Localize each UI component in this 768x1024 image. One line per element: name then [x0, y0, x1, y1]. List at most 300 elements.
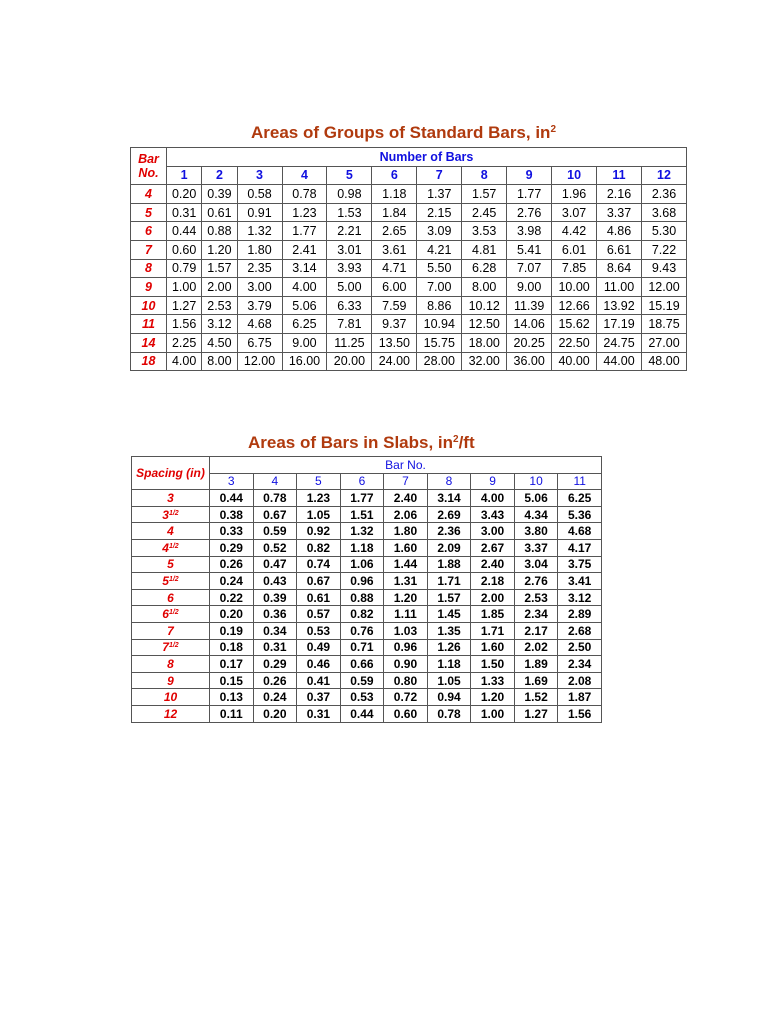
table-row	[131, 333, 687, 352]
table-cell: 13.92	[597, 296, 642, 315]
row-label	[132, 589, 210, 606]
table-cell: 3.14	[282, 259, 327, 278]
table-cell: 18.00	[462, 333, 507, 352]
table-cell: 1.27	[514, 705, 558, 722]
column-header: 4	[282, 166, 327, 185]
table-cell: 3.01	[327, 240, 372, 259]
column-header: 10	[552, 166, 597, 185]
table-cell: 0.88	[340, 589, 384, 606]
column-header: 9	[507, 166, 552, 185]
table-row	[132, 539, 602, 556]
table-cell: 6.00	[372, 278, 417, 297]
table-cell: 2.35	[237, 259, 282, 278]
table-cell: 2.67	[471, 539, 515, 556]
table-cell: 1.96	[552, 185, 597, 204]
table-cell: 4.50	[202, 333, 237, 352]
table-cell: 4.21	[417, 240, 462, 259]
table-cell: 4.68	[558, 523, 602, 540]
table-cell: 1.77	[340, 490, 384, 507]
standard-bars-table	[130, 147, 687, 371]
table-cell: 7.07	[507, 259, 552, 278]
table-cell: 4.00	[282, 278, 327, 297]
row-label-number: 5	[162, 573, 169, 588]
column-header: 9	[471, 473, 515, 490]
column-header: 3	[210, 473, 254, 490]
table-cell: 0.33	[210, 523, 254, 540]
table-cell: 0.88	[202, 222, 237, 241]
table-cell: 1.51	[340, 506, 384, 523]
row-label	[132, 656, 210, 673]
row-label-number: 8	[167, 656, 174, 671]
table-cell: 14.06	[507, 315, 552, 334]
row-label-number: 4	[162, 540, 169, 555]
table-cell: 11.39	[507, 296, 552, 315]
table-row	[132, 656, 602, 673]
table-cell: 8.64	[597, 259, 642, 278]
table-cell: 0.24	[253, 689, 297, 706]
table-cell: 0.78	[427, 705, 471, 722]
table-cell: 2.45	[462, 203, 507, 222]
table-cell: 24.75	[597, 333, 642, 352]
row-label-number: 9	[167, 673, 174, 688]
table-cell: 0.60	[384, 705, 428, 722]
table-cell: 0.31	[167, 203, 202, 222]
table-cell: 3.14	[427, 490, 471, 507]
column-header: 5	[297, 473, 341, 490]
table-cell: 0.98	[327, 185, 372, 204]
row-label-number: 10	[163, 690, 178, 705]
table-cell: 1.32	[340, 523, 384, 540]
table-cell: 4.42	[552, 222, 597, 241]
table-cell: 1.45	[427, 606, 471, 623]
table-cell: 2.76	[507, 203, 552, 222]
column-header: 12	[642, 166, 687, 185]
table-cell: 0.29	[253, 656, 297, 673]
table-row	[132, 606, 602, 623]
column-header: 11	[558, 473, 602, 490]
table-cell: 2.36	[642, 185, 687, 204]
table-cell: 0.79	[167, 259, 202, 278]
table-cell: 0.44	[167, 222, 202, 241]
table2-title: Areas of Bars in Slabs, $in^2/ft$	[248, 433, 475, 452]
table-cell: 7.00	[417, 278, 462, 297]
table-cell: 8.00	[462, 278, 507, 297]
table-cell: 1.56	[167, 315, 202, 334]
row-label: 6	[131, 222, 167, 241]
table-cell: 0.22	[210, 589, 254, 606]
table-cell: 4.68	[237, 315, 282, 334]
table-cell: 1.69	[514, 672, 558, 689]
table-cell: 1.84	[372, 203, 417, 222]
table-cell: 1.85	[471, 606, 515, 623]
row-label: 10	[131, 296, 167, 315]
table-cell: 0.91	[237, 203, 282, 222]
table-row	[132, 556, 602, 573]
table-cell: 1.52	[514, 689, 558, 706]
table-cell: 0.34	[253, 622, 297, 639]
row-label	[132, 622, 210, 639]
table-cell: 12.50	[462, 315, 507, 334]
table-cell: 1.71	[427, 573, 471, 590]
row-label-number: 7	[162, 640, 169, 655]
table-cell: 6.28	[462, 259, 507, 278]
table-cell: 6.25	[558, 490, 602, 507]
row-label: 8	[131, 259, 167, 278]
table-row	[131, 296, 687, 315]
table-cell: 0.61	[202, 203, 237, 222]
table-cell: 0.94	[427, 689, 471, 706]
table-row	[131, 240, 687, 259]
table-cell: 7.59	[372, 296, 417, 315]
table-cell: 3.41	[558, 573, 602, 590]
row-label: 14	[131, 333, 167, 352]
table-cell: 0.71	[340, 639, 384, 656]
table-cell: 15.19	[642, 296, 687, 315]
column-header: 2	[202, 166, 237, 185]
row-label-number: 7	[167, 623, 174, 638]
table-cell: 0.72	[384, 689, 428, 706]
table-cell: 3.00	[237, 278, 282, 297]
row-label	[132, 639, 210, 656]
table-cell: 0.46	[297, 656, 341, 673]
table-cell: 2.76	[514, 573, 558, 590]
table-cell: 4.00	[167, 352, 202, 371]
table-cell: 0.96	[384, 639, 428, 656]
table-cell: 27.00	[642, 333, 687, 352]
table-cell: 9.00	[507, 278, 552, 297]
table-cell: 2.00	[471, 589, 515, 606]
table-cell: 6.75	[237, 333, 282, 352]
table-cell: 2.02	[514, 639, 558, 656]
table-cell: 12.00	[642, 278, 687, 297]
table-cell: 1.20	[471, 689, 515, 706]
table-cell: 0.20	[210, 606, 254, 623]
table-cell: 0.53	[297, 622, 341, 639]
table-cell: 1.20	[384, 589, 428, 606]
bar-no-header: Bar No.	[131, 148, 167, 185]
table-row	[132, 573, 602, 590]
table-cell: 3.80	[514, 523, 558, 540]
table-cell: 1.35	[427, 622, 471, 639]
table-row	[132, 490, 602, 507]
table-cell: 0.78	[282, 185, 327, 204]
table-row	[132, 589, 602, 606]
row-label-fraction: 1/2	[168, 542, 179, 550]
table-cell: 20.25	[507, 333, 552, 352]
table-cell: 2.34	[558, 656, 602, 673]
table-row	[131, 278, 687, 297]
table-cell: 2.69	[427, 506, 471, 523]
table-cell: 0.36	[253, 606, 297, 623]
column-header: 10	[514, 473, 558, 490]
row-label-fraction: 1/2	[168, 509, 179, 517]
table-cell: 6.25	[282, 315, 327, 334]
table-cell: 10.00	[552, 278, 597, 297]
table-cell: 1.20	[202, 240, 237, 259]
table-cell: 6.33	[327, 296, 372, 315]
table-cell: 0.31	[253, 639, 297, 656]
table-cell: 10.12	[462, 296, 507, 315]
table-row	[132, 622, 602, 639]
table-cell: 15.62	[552, 315, 597, 334]
table-cell: 2.65	[372, 222, 417, 241]
table-cell: 3.61	[372, 240, 417, 259]
column-header: 7	[417, 166, 462, 185]
table-cell: 0.59	[340, 672, 384, 689]
table-cell: 0.59	[253, 523, 297, 540]
table-row	[131, 222, 687, 241]
row-label-number: 3	[167, 490, 174, 505]
table-cell: 1.05	[427, 672, 471, 689]
table-cell: 8.00	[202, 352, 237, 371]
table-cell: 0.76	[340, 622, 384, 639]
table-cell: 3.37	[514, 539, 558, 556]
table-cell: 0.17	[210, 656, 254, 673]
table-cell: 1.37	[417, 185, 462, 204]
table-cell: 1.87	[558, 689, 602, 706]
table-cell: 44.00	[597, 352, 642, 371]
table-cell: 0.52	[253, 539, 297, 556]
row-label: 9	[131, 278, 167, 297]
table-cell: 4.17	[558, 539, 602, 556]
row-label-fraction: 1/2	[168, 575, 179, 583]
table-cell: 5.41	[507, 240, 552, 259]
table-cell: 10.94	[417, 315, 462, 334]
table-cell: 13.50	[372, 333, 417, 352]
table-cell: 1.80	[384, 523, 428, 540]
table-cell: 11.00	[597, 278, 642, 297]
table-cell: 0.67	[297, 573, 341, 590]
table-cell: 0.29	[210, 539, 254, 556]
table-cell: 9.43	[642, 259, 687, 278]
row-label	[132, 523, 210, 540]
row-label: 11	[131, 315, 167, 334]
table-cell: 2.25	[167, 333, 202, 352]
table-cell: 3.07	[552, 203, 597, 222]
table-cell: 0.57	[297, 606, 341, 623]
table-cell: 1.33	[471, 672, 515, 689]
table-cell: 1.00	[471, 705, 515, 722]
table-cell: 1.80	[237, 240, 282, 259]
column-header: 1	[167, 166, 202, 185]
table-cell: 1.50	[471, 656, 515, 673]
table-cell: 2.40	[384, 490, 428, 507]
table-cell: 2.21	[327, 222, 372, 241]
table-cell: 1.56	[558, 705, 602, 722]
column-header: 7	[384, 473, 428, 490]
table-cell: 0.18	[210, 639, 254, 656]
row-label-fraction: 1/2	[168, 609, 179, 617]
table-cell: 2.16	[597, 185, 642, 204]
table-cell: 0.11	[210, 705, 254, 722]
column-header: 6	[372, 166, 417, 185]
table-cell: 1.60	[384, 539, 428, 556]
table-cell: 11.25	[327, 333, 372, 352]
row-label-number: 3	[162, 507, 169, 522]
row-label	[132, 705, 210, 722]
column-header: 8	[427, 473, 471, 490]
row-label-number: 4	[167, 524, 174, 539]
table-row	[131, 315, 687, 334]
table-cell: 0.66	[340, 656, 384, 673]
table-cell: 1.89	[514, 656, 558, 673]
table-cell: 1.71	[471, 622, 515, 639]
table-cell: 6.01	[552, 240, 597, 259]
table-cell: 1.44	[384, 556, 428, 573]
column-header: 3	[237, 166, 282, 185]
table-cell: 1.18	[340, 539, 384, 556]
row-label	[132, 490, 210, 507]
table-cell: 36.00	[507, 352, 552, 371]
table-row	[132, 506, 602, 523]
table-cell: 3.43	[471, 506, 515, 523]
table-row	[131, 203, 687, 222]
row-label: 5	[131, 203, 167, 222]
table-cell: 1.27	[167, 296, 202, 315]
table-row	[131, 352, 687, 371]
table-cell: 24.00	[372, 352, 417, 371]
table-cell: 40.00	[552, 352, 597, 371]
table-cell: 5.36	[558, 506, 602, 523]
table-cell: 4.71	[372, 259, 417, 278]
table-cell: 0.44	[210, 490, 254, 507]
table-cell: 15.75	[417, 333, 462, 352]
table-cell: 1.05	[297, 506, 341, 523]
column-header: 11	[597, 166, 642, 185]
table-cell: 0.60	[167, 240, 202, 259]
table-cell: 1.03	[384, 622, 428, 639]
table-cell: 1.32	[237, 222, 282, 241]
table-cell: 0.26	[210, 556, 254, 573]
table-cell: 7.22	[642, 240, 687, 259]
table-cell: 0.15	[210, 672, 254, 689]
table2-body	[132, 490, 602, 722]
table-cell: 1.06	[340, 556, 384, 573]
table-cell: 1.60	[471, 639, 515, 656]
table-cell: 4.34	[514, 506, 558, 523]
table-cell: 2.17	[514, 622, 558, 639]
table-cell: 0.92	[297, 523, 341, 540]
table-cell: 3.37	[597, 203, 642, 222]
table-cell: 0.82	[340, 606, 384, 623]
table-cell: 1.18	[372, 185, 417, 204]
table-cell: 2.00	[202, 278, 237, 297]
table-cell: 1.00	[167, 278, 202, 297]
row-label	[132, 539, 210, 556]
row-label	[132, 672, 210, 689]
table-cell: 1.23	[282, 203, 327, 222]
table-cell: 1.77	[507, 185, 552, 204]
table-cell: 0.61	[297, 589, 341, 606]
table-cell: 17.19	[597, 315, 642, 334]
table-cell: 22.50	[552, 333, 597, 352]
table-cell: 1.57	[202, 259, 237, 278]
table-cell: 2.18	[471, 573, 515, 590]
table-cell: 1.11	[384, 606, 428, 623]
table-cell: 0.90	[384, 656, 428, 673]
table-row	[132, 689, 602, 706]
table-cell: 2.15	[417, 203, 462, 222]
table-cell: 9.37	[372, 315, 417, 334]
bar-no-group-header: Bar No.	[210, 457, 602, 474]
table-cell: 2.08	[558, 672, 602, 689]
table-cell: 16.00	[282, 352, 327, 371]
row-label-number: 12	[163, 706, 178, 721]
table-cell: 32.00	[462, 352, 507, 371]
table-cell: 1.57	[427, 589, 471, 606]
table-cell: 4.00	[471, 490, 515, 507]
table-row	[132, 705, 602, 722]
table-cell: 3.04	[514, 556, 558, 573]
table-cell: 3.79	[237, 296, 282, 315]
row-label-number: 6	[162, 607, 169, 622]
column-header: 6	[340, 473, 384, 490]
table-cell: 0.47	[253, 556, 297, 573]
row-label	[132, 606, 210, 623]
slab-bars-table	[131, 456, 602, 723]
row-label	[132, 506, 210, 523]
table-cell: 48.00	[642, 352, 687, 371]
table-cell: 0.78	[253, 490, 297, 507]
number-of-bars-header: Number of Bars	[167, 148, 687, 167]
table-cell: 3.00	[471, 523, 515, 540]
table-row	[131, 185, 687, 204]
table-cell: 5.06	[282, 296, 327, 315]
table-cell: 1.31	[384, 573, 428, 590]
table-cell: 0.74	[297, 556, 341, 573]
table-cell: 5.30	[642, 222, 687, 241]
table-cell: 2.06	[384, 506, 428, 523]
table-cell: 2.53	[514, 589, 558, 606]
table-cell: 3.09	[417, 222, 462, 241]
table-cell: 5.06	[514, 490, 558, 507]
table-cell: 6.61	[597, 240, 642, 259]
table-cell: 0.26	[253, 672, 297, 689]
column-header: 5	[327, 166, 372, 185]
table-cell: 0.24	[210, 573, 254, 590]
table-cell: 0.31	[297, 705, 341, 722]
table-cell: 0.38	[210, 506, 254, 523]
table-cell: 7.85	[552, 259, 597, 278]
table-cell: 3.98	[507, 222, 552, 241]
table-cell: 2.41	[282, 240, 327, 259]
table-cell: 1.23	[297, 490, 341, 507]
table1-column-headers	[131, 166, 687, 185]
table-cell: 1.88	[427, 556, 471, 573]
table-cell: 0.19	[210, 622, 254, 639]
table-cell: 2.40	[471, 556, 515, 573]
table-cell: 2.53	[202, 296, 237, 315]
table-cell: 5.50	[417, 259, 462, 278]
table-cell: 1.18	[427, 656, 471, 673]
table-cell: 12.00	[237, 352, 282, 371]
table-cell: 9.00	[282, 333, 327, 352]
table-cell: 3.68	[642, 203, 687, 222]
table-cell: 1.26	[427, 639, 471, 656]
table-cell: 0.53	[340, 689, 384, 706]
row-label-fraction: 1/2	[168, 642, 179, 650]
row-label: 18	[131, 352, 167, 371]
table-cell: 1.77	[282, 222, 327, 241]
table-cell: 0.58	[237, 185, 282, 204]
table-row	[132, 672, 602, 689]
row-label	[132, 689, 210, 706]
table-row	[132, 639, 602, 656]
table-cell: 7.81	[327, 315, 372, 334]
table-cell: 0.39	[202, 185, 237, 204]
table-cell: 2.50	[558, 639, 602, 656]
table-cell: 8.86	[417, 296, 462, 315]
